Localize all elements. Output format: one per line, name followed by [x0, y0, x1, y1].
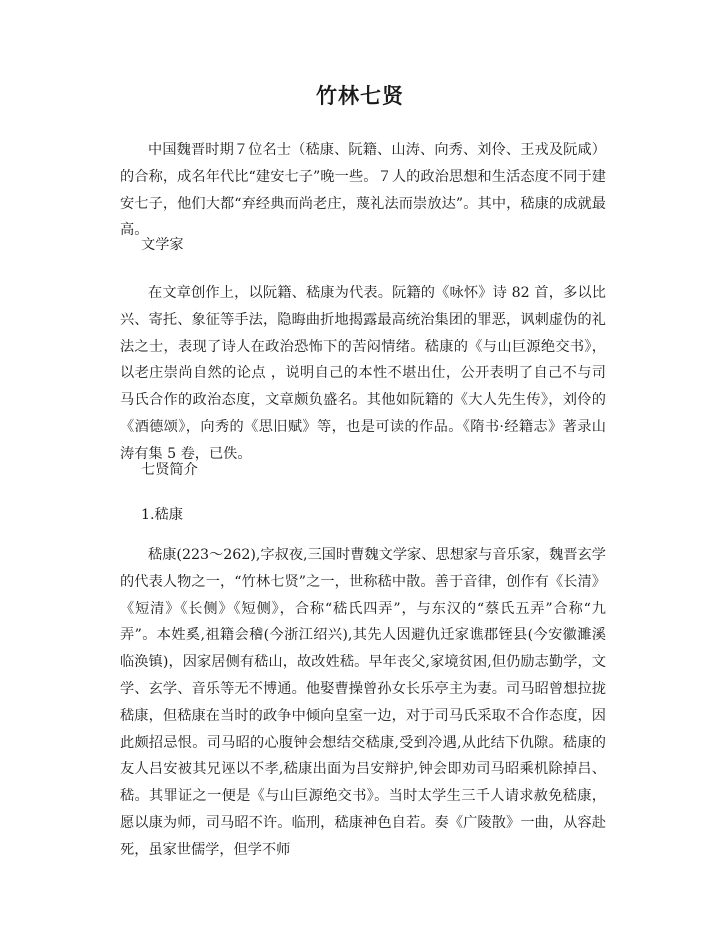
- subsection-heading-jikang: 1.嵇康: [141, 507, 183, 523]
- section-heading-seven-sages: 七贤简介: [141, 462, 198, 478]
- writers-paragraph: 在文章创作上，以阮籍、嵇康为代表。阮籍的《咏怀》诗 82 首，多以比兴、寄托、象征等手法，隐晦曲折地揭露最高统治集团的罪恶，讽刺虚伪的礼法之士，表现了诗人在政治恐怖下的苦闷情绪。嵇康的《与山巨源绝交书》，以老庄崇尚自然的论点 ，说明自己的本性不堪出仕，公开表明了自己不与司马氏合作的政治态度，文章颇负盛名。其他如阮籍的《大人先生传》，刘伶的《酒德颂》，向秀的《思旧赋》等，也是可读的作品。《隋书·经籍志》著录山涛有集 5 卷，已佚。: [120, 285, 606, 462]
- jikang-paragraph: 嵇康(223～262),字叔夜,三国时曹魏文学家、思想家与音乐家，魏晋玄学的代表人物之一，“竹林七贤”之一，世称嵇中散。善于音律，创作有《长清》《短清》《长侧》《短侧》，合称“嵇氏四弄”，与东汉的“蔡氏五弄”合称“九弄”。本姓奚,祖籍会稽(今浙江绍兴),其先人因避仇迁家谯郡铚县(今安徽濉溪临涣镇)，因家居侧有嵇山，故改姓嵇。早年丧父,家境贫困,但仍励志勤学，文学、玄学、音乐等无不博通。他娶曹操曾孙女长乐亭主为妻。司马昭曾想拉拢嵇康，但嵇康在当时的政争中倾向皇室一边，对于司马氏采取不合作态度，因此颇招忌恨。司马昭的心腹钟会想结交嵇康,受到冷遇,从此结下仇隙。嵇康的友人吕安被其兄诬以不孝,嵇康出面为吕安辩护,钟会即劝司马昭乘机除掉吕、嵇。其罪证之一便是《与山巨源绝交书》。当时太学生三千人请求赦免嵇康，愿以康为师，司马昭不许。临刑，嵇康神色自若。奏《广陵散》一曲，从容赴死，虽家世儒学，但学不师: [120, 547, 606, 858]
- intro-paragraph: 中国魏晋时期７位名士（嵇康、阮籍、山涛、向秀、刘伶、王戎及阮咸）的合称，成名年代比“建安七子”晚一些。７人的政治思想和生活态度不同于建安七子，他们大都“弃经典而尚老庄，蔑礼法而崇放达”。其中，嵇康的成就最高。: [120, 142, 606, 239]
- page-title: 竹林七贤: [316, 84, 404, 108]
- section-heading-writers: 文学家: [141, 237, 184, 253]
